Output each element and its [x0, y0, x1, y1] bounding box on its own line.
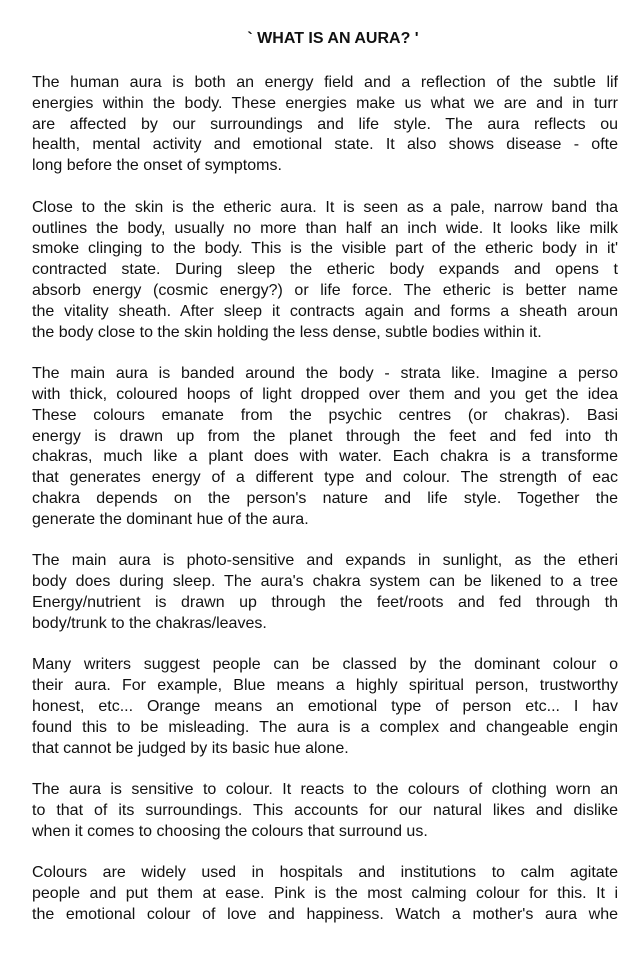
text-line: The aura is sensitive to colour. It reacts to the colours of clothing worn an	[32, 781, 618, 799]
text-line: Many writers suggest people can be classed by the dominant colour o	[32, 656, 618, 674]
text-line: body/trunk to the chakras/leaves.	[32, 614, 267, 632]
paragraph-5	[32, 655, 618, 759]
text-line: energies within the body. These energies make us what we are and in turr	[32, 94, 618, 112]
text-line: The main aura is banded around the body - strata like. Imagine a perso	[32, 365, 618, 383]
document-body	[32, 73, 618, 926]
page-title: ` WHAT IS AN AURA? '	[247, 30, 419, 47]
text-line: long before the onset of symptoms.	[32, 157, 282, 175]
text-line: when it comes to choosing the colours that surround us.	[32, 822, 428, 840]
text-line: their aura. For example, Blue means a highly spiritual person, trustworthy	[32, 677, 618, 695]
text-line: smoke clinging to the body. This is the visible part of the etheric body in it'	[32, 240, 618, 258]
text-line: Energy/nutrient is drawn up through the feet/roots and fed through th	[32, 593, 618, 611]
text-line: honest, etc... Orange means an emotional type of person etc... I hav	[32, 697, 618, 715]
paragraph-7	[32, 863, 618, 925]
text-line: are affected by our surroundings and life style. The aura reflects ou	[32, 115, 618, 133]
text-line: people and put them at ease. Pink is the most calming colour for this. It i	[32, 885, 618, 903]
text-line: to that of its surroundings. This accounts for our natural likes and dislike	[32, 801, 618, 819]
text-line: that generates energy of a different type and colour. The strength of eac	[32, 469, 618, 487]
paragraph-4	[32, 551, 618, 634]
paragraph-6	[32, 780, 618, 842]
text-line: outlines the body, usually no more than half an inch wide. It looks like milk	[32, 219, 618, 237]
text-line: absorb energy (cosmic energy?) or life force. The etheric is better name	[32, 281, 618, 299]
text-line: the emotional colour of love and happiness. Watch a mother's aura whe	[32, 905, 618, 923]
text-line: found this to be misleading. The aura is a complex and changeable engin	[32, 718, 618, 736]
text-line: with thick, coloured hoops of light dropped over them and you get the idea	[32, 385, 618, 403]
text-line: The main aura is photo-sensitive and expands in sunlight, as the etheri	[32, 552, 618, 570]
text-line: the vitality sheath. After sleep it contracts again and forms a sheath aroun	[32, 302, 618, 320]
text-line: energy is drawn up from the planet through the feet and fed into th	[32, 427, 618, 445]
text-line: that cannot be judged by its basic hue alone.	[32, 739, 349, 757]
text-line: Close to the skin is the etheric aura. It is seen as a pale, narrow band tha	[32, 198, 618, 216]
paragraph-2	[32, 198, 618, 344]
paragraph-3	[32, 364, 618, 530]
text-line: The human aura is both an energy field and a reflection of the subtle lif	[32, 74, 618, 91]
text-line: the body close to the skin holding the less dense, subtle bodies within it.	[32, 323, 542, 341]
document-page	[32, 29, 618, 957]
text-line: body does during sleep. The aura's chakra system can be likened to a tree	[32, 573, 618, 591]
text-line: chakras, much like a plant does with water. Each chakra is a transforme	[32, 448, 618, 466]
text-line: contracted state. During sleep the etheric body expands and opens t	[32, 261, 618, 279]
text-line: chakra depends on the person's nature and life style. Together the	[32, 489, 618, 507]
text-line: These colours emanate from the psychic centres (or chakras). Basi	[32, 406, 618, 424]
text-line: generate the dominant hue of the aura.	[32, 510, 309, 528]
paragraph-1	[32, 73, 618, 177]
text-line: Colours are widely used in hospitals and institutions to calm agitate	[32, 864, 618, 882]
text-line: health, mental activity and emotional state. It also shows disease - ofte	[32, 136, 618, 154]
